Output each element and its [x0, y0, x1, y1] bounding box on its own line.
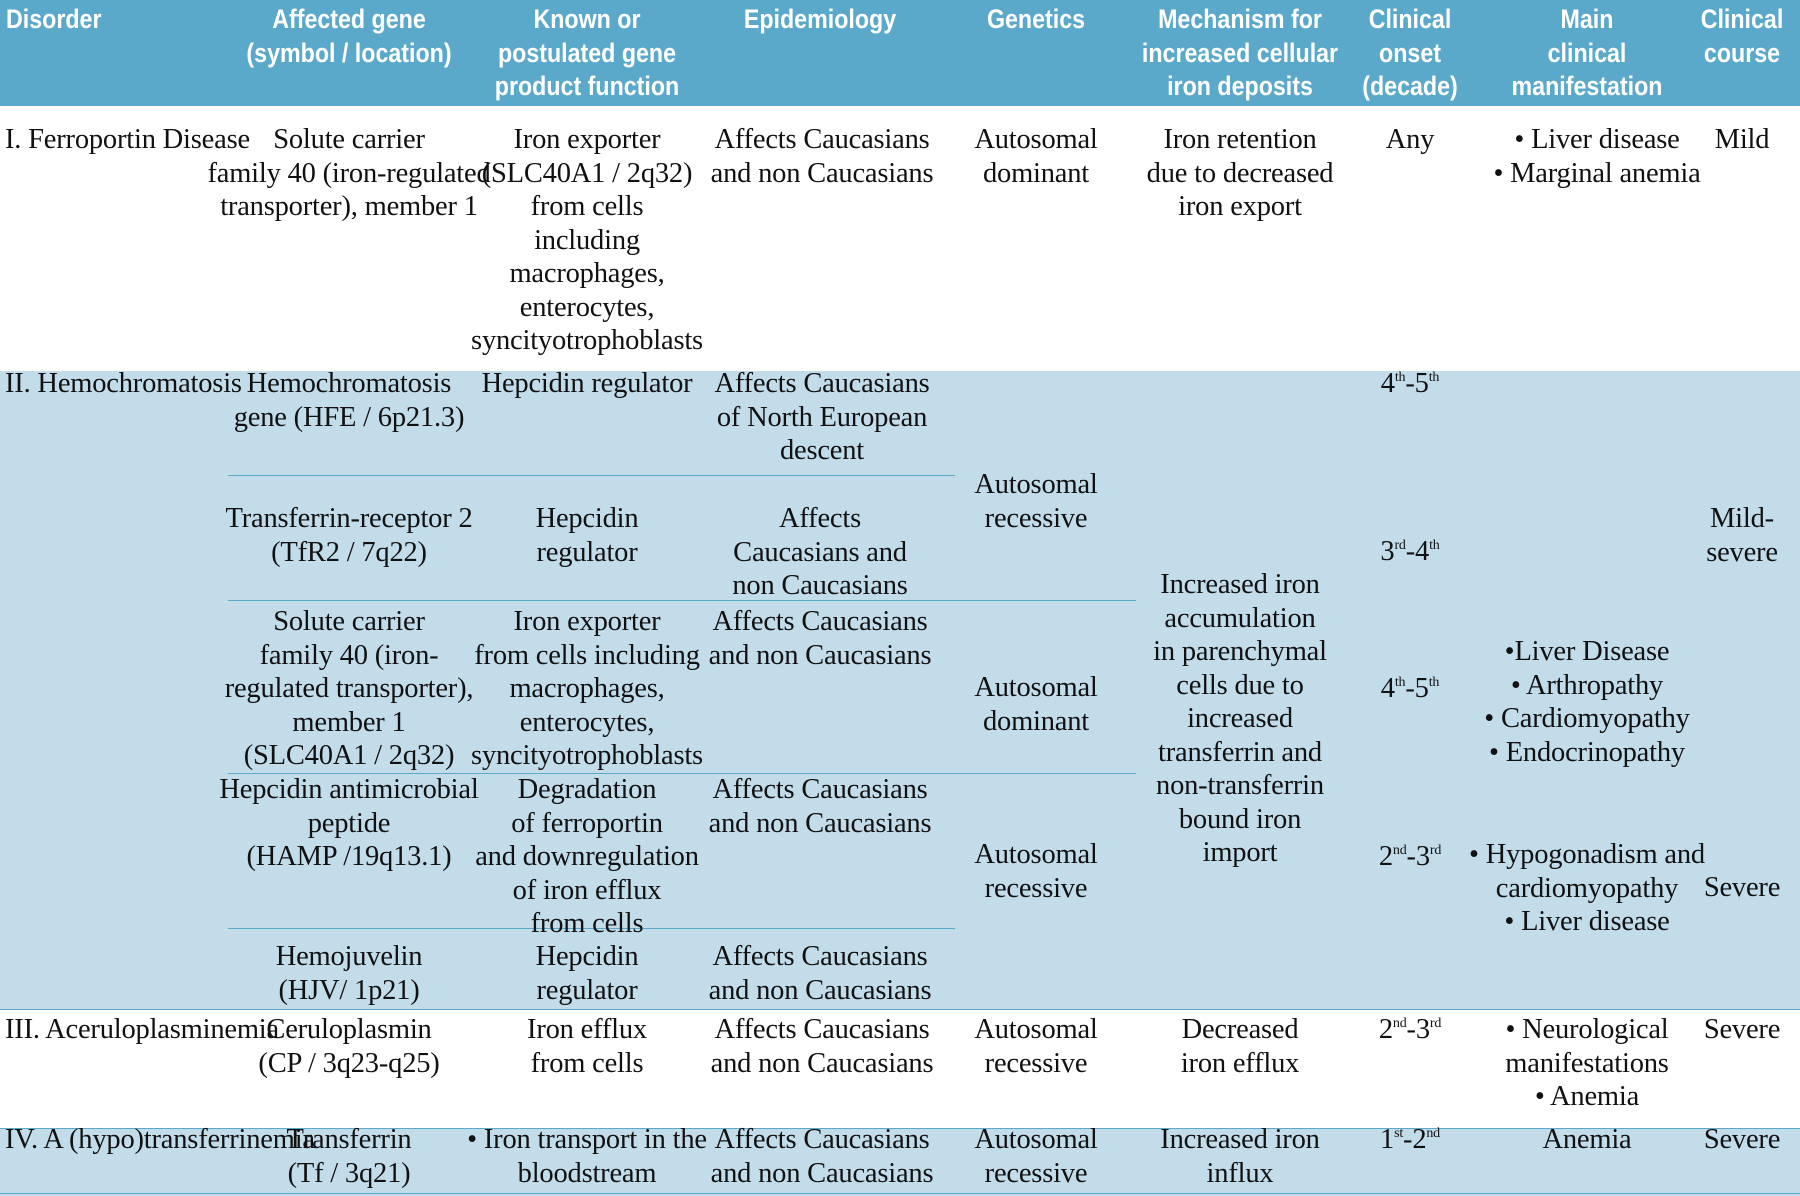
- function-transferrin: • Iron transport in the bloodstream: [467, 1124, 707, 1189]
- header-gene-function: Known or postulated gene product function: [494, 4, 680, 101]
- mechanism-transferrin: Increased iron influx: [1160, 1124, 1320, 1189]
- epidemiology-hjv: Affects Caucasians and non Caucasians: [708, 941, 932, 1006]
- genetics-ceruloplasmin: Autosomal recessive: [974, 1014, 1098, 1079]
- onset-hfe: 4th-5th: [1380, 368, 1440, 399]
- onset-slc40a1: 4th-5th: [1380, 673, 1440, 704]
- onset-tfr2: 3rd-4th: [1380, 536, 1440, 567]
- function-hamp: Degradation of ferroportin and downregulation of iron efflux from cells: [475, 774, 699, 939]
- header-affected-gene: Affected gene (symbol / location): [246, 4, 452, 68]
- course-ceruloplasmin: Severe: [1703, 1014, 1781, 1045]
- gene-slc40a1: Solute carrier family 40 (iron- regulated transporter), member 1 (SLC40A1 / 2q32): [224, 606, 474, 771]
- genetics-hemochromatosis-b: Autosomal dominant: [974, 672, 1098, 737]
- header-genetics: Genetics: [986, 4, 1086, 34]
- gene-hamp: Hepcidin antimicrobial peptide (HAMP /19q13.1): [219, 774, 479, 872]
- epidemiology-hamp: Affects Caucasians and non Caucasians: [708, 774, 932, 839]
- function-hfe: Hepcidin regulator: [481, 368, 693, 399]
- mechanism-ceruloplasmin: Decreased iron efflux: [1180, 1014, 1300, 1079]
- header-clinical-onset: Clinical onset (decade): [1362, 4, 1458, 101]
- manifestation-ceruloplasmin: • Neurological manifestations • Anemia: [1505, 1014, 1669, 1112]
- disorder-transferrinemia: IV. A (hypo)transferrinemia: [5, 1124, 315, 1155]
- mechanism-hemochromatosis: Increased iron accumulation in parenchymal cells due to increased transferrin and non-transferrin bound iron import: [1153, 569, 1327, 868]
- row-separator: [0, 1009, 1800, 1010]
- disorder-hemochromatosis: II. Hemochromatosis: [5, 368, 242, 399]
- gene-ceruloplasmin: Ceruloplasmin (CP / 3q23-q25): [258, 1014, 440, 1079]
- gene-transferrin: Transferrin (Tf / 3q21): [286, 1124, 412, 1189]
- manifestation-hemochromatosis-b: • Hypogonadism and cardiomyopathy • Liver disease: [1469, 839, 1705, 937]
- genetics-hemochromatosis-a: Autosomal recessive: [974, 469, 1098, 534]
- gene-ferroportin: Solute carrier family 40 (iron-regulated transporter), member 1: [207, 124, 491, 222]
- header-disorder: Disorder: [6, 4, 102, 34]
- gene-tfr2: Transferrin-receptor 2 (TfR2 / 7q22): [225, 503, 473, 568]
- function-hjv: Hepcidin regulator: [535, 941, 639, 1006]
- genetics-transferrin: Autosomal recessive: [974, 1124, 1098, 1189]
- manifestation-ferroportin: • Liver disease • Marginal anemia: [1493, 124, 1701, 189]
- disorder-ferroportin: I. Ferroportin Disease: [5, 124, 250, 155]
- onset-ceruloplasmin: 2nd-3rd: [1378, 1014, 1442, 1045]
- table-bottom-rule: [0, 1193, 1800, 1194]
- course-ferroportin: Mild: [1714, 124, 1770, 155]
- epidemiology-tfr2: Affects Caucasians and non Caucasians: [732, 503, 908, 601]
- onset-hamp: 2nd-3rd: [1378, 841, 1442, 872]
- epidemiology-slc40a1: Affects Caucasians and non Caucasians: [708, 606, 932, 671]
- sub-row-separator: [228, 600, 1136, 601]
- course-hemochromatosis-b: Severe: [1703, 872, 1781, 903]
- epidemiology-ceruloplasmin: Affects Caucasians and non Caucasians: [710, 1014, 934, 1079]
- epidemiology-transferrin: Affects Caucasians and non Caucasians: [710, 1124, 934, 1189]
- epidemiology-hfe: Affects Caucasians of North European descent: [714, 368, 930, 466]
- header-manifestation: Main clinical manifestation: [1511, 4, 1663, 101]
- genetics-ferroportin: Autosomal dominant: [974, 124, 1098, 189]
- sub-row-separator: [228, 475, 955, 476]
- function-tfr2: Hepcidin regulator: [535, 503, 639, 568]
- disorder-aceruloplasminemia: III. Aceruloplasminemia: [5, 1014, 279, 1045]
- gene-hfe: Hemochromatosis gene (HFE / 6p21.3): [233, 368, 465, 433]
- course-hemochromatosis-a: Mild- severe: [1706, 503, 1778, 568]
- header-clinical-course: Clinical course: [1700, 4, 1784, 68]
- genetics-hemochromatosis-c: Autosomal recessive: [974, 839, 1098, 904]
- epidemiology-ferroportin: Affects Caucasians and non Caucasians: [710, 124, 934, 189]
- header-epidemiology: Epidemiology: [743, 4, 897, 34]
- manifestation-transferrin: Anemia: [1542, 1124, 1632, 1155]
- onset-ferroportin: Any: [1385, 124, 1435, 155]
- onset-transferrin: 1st-2nd: [1380, 1124, 1440, 1155]
- header-mechanism: Mechanism for increased cellular iron deposits: [1141, 4, 1339, 101]
- function-ferroportin: Iron exporter (SLC40A1 / 2q32) from cells including macrophages, enterocytes, syncityotrophoblasts: [471, 124, 703, 356]
- function-slc40a1: Iron exporter from cells including macrophages, enterocytes, syncityotrophoblasts: [471, 606, 703, 771]
- course-transferrin: Severe: [1703, 1124, 1781, 1155]
- manifestation-hemochromatosis-a: •Liver Disease • Arthropathy • Cardiomyopathy • Endocrinopathy: [1484, 636, 1690, 768]
- gene-hjv: Hemojuvelin (HJV/ 1p21): [275, 941, 423, 1006]
- function-ceruloplasmin: Iron efflux from cells: [527, 1014, 647, 1079]
- mechanism-ferroportin: Iron retention due to decreased iron export: [1146, 124, 1334, 222]
